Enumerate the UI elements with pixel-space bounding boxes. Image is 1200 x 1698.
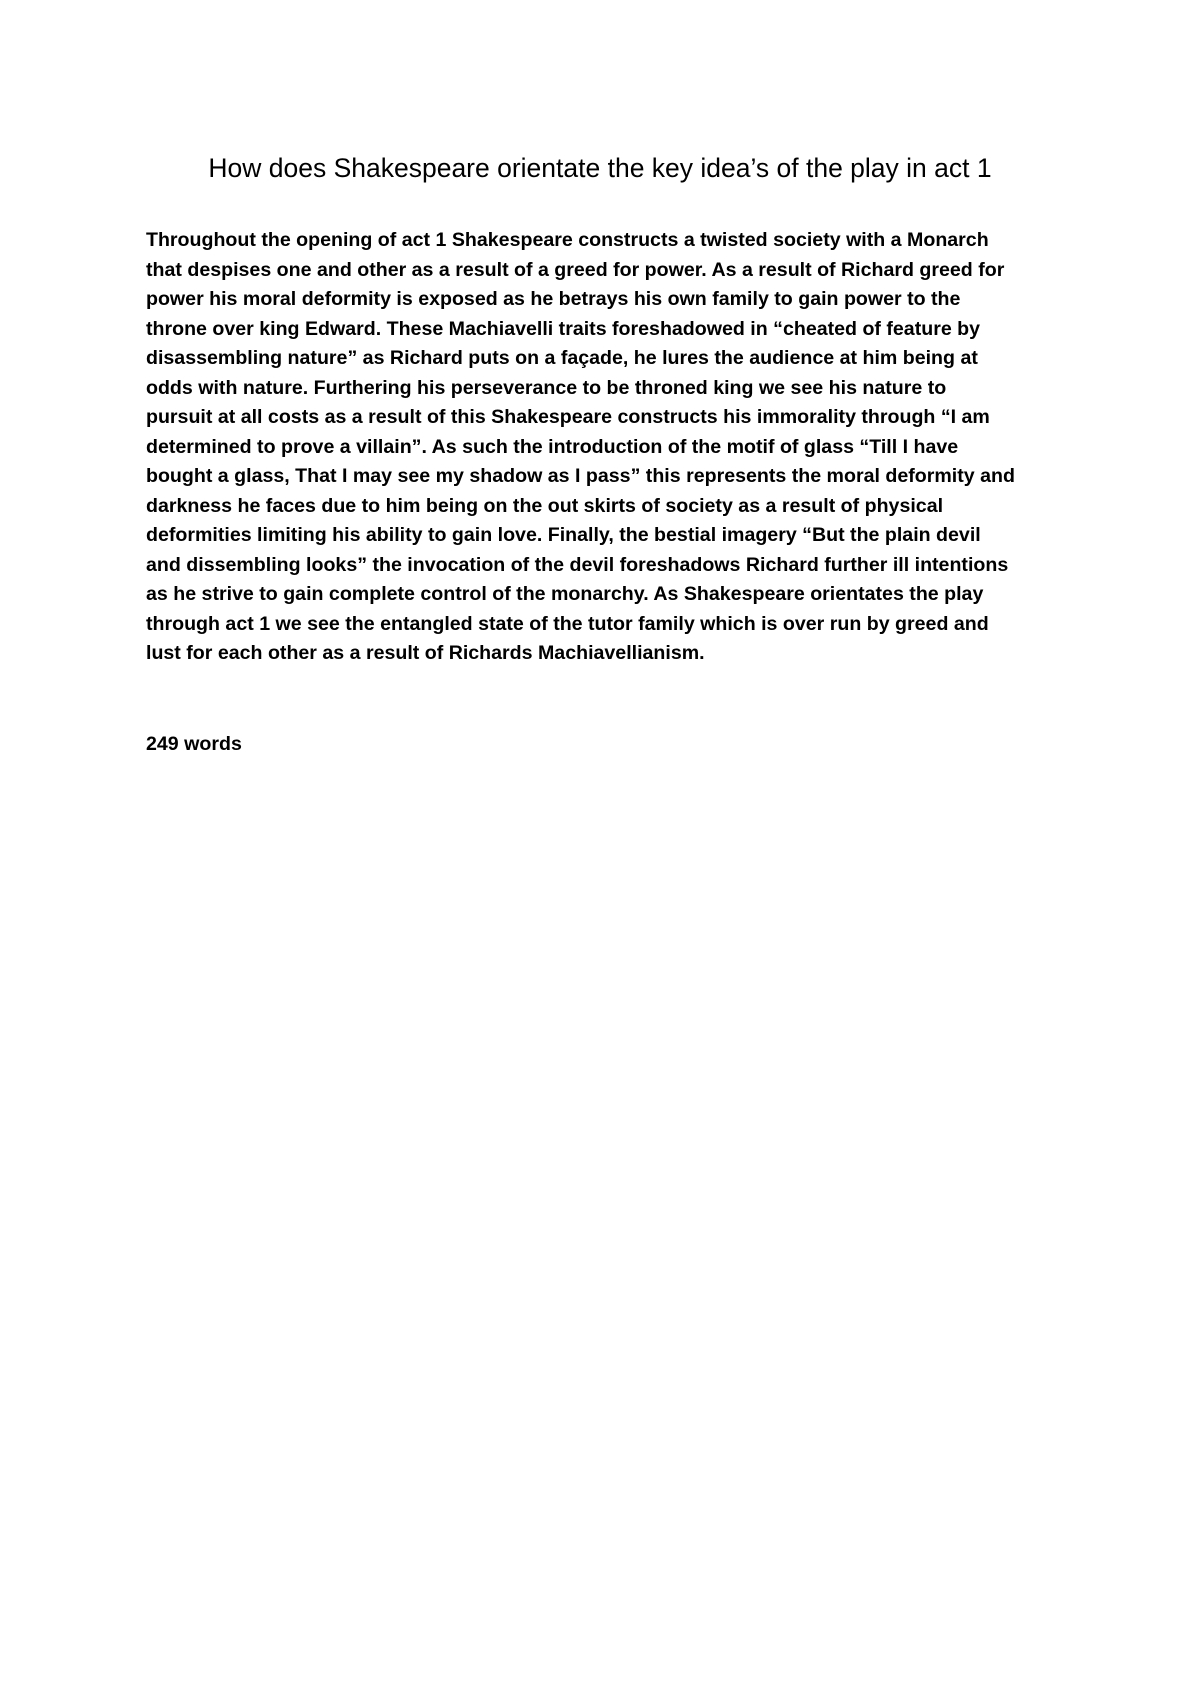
word-count: 249 words [146, 733, 242, 755]
paragraph-line: power his moral deformity is exposed as he betrays his own family to gain power to the [146, 288, 961, 310]
paragraph-line: deformities limiting his ability to gain love. Finally, the bestial imagery “But the plain devil [146, 524, 981, 546]
paragraph-line: that despises one and other as a result of a greed for power. As a result of Richard greed for [146, 258, 1005, 281]
paragraph-line: bought a glass, That I may see my shadow as I pass” this represents the moral deformity and [146, 465, 1015, 487]
paragraph-line: lust for each other as a result of Richards Machiavellianism. [146, 642, 705, 664]
paragraph-line: odds with nature. Furthering his perseverance to be throned king we see his nature to [146, 376, 947, 399]
paragraph-line: through act 1 we see the entangled state of the tutor family which is over run by greed and [146, 612, 989, 635]
paragraph-line: disassembling nature” as Richard puts on a façade, he lures the audience at him being at [146, 347, 978, 369]
paragraph-line: pursuit at all costs as a result of this Shakespeare constructs his immorality through “I am [146, 406, 990, 428]
paragraph-line: darkness he faces due to him being on the out skirts of society as a result of physical [146, 494, 944, 517]
paragraph-line: and dissembling looks” the invocation of the devil foreshadows Richard further ill intentions [146, 553, 1009, 576]
essay-paragraph [146, 226, 1076, 669]
document-title: How does Shakespeare orientate the key idea’s of the play in act 1 [208, 153, 992, 183]
paragraph-line: determined to prove a villain”. As such the introduction of the motif of glass “Till I have [146, 435, 959, 458]
paragraph-line: throne over king Edward. These Machiavelli traits foreshadowed in “cheated of feature by [146, 317, 981, 340]
paragraph-line: as he strive to gain complete control of the monarchy. As Shakespeare orientates the play [146, 583, 984, 605]
paragraph-line: Throughout the opening of act 1 Shakespeare constructs a twisted society with a Monarch [146, 229, 989, 251]
